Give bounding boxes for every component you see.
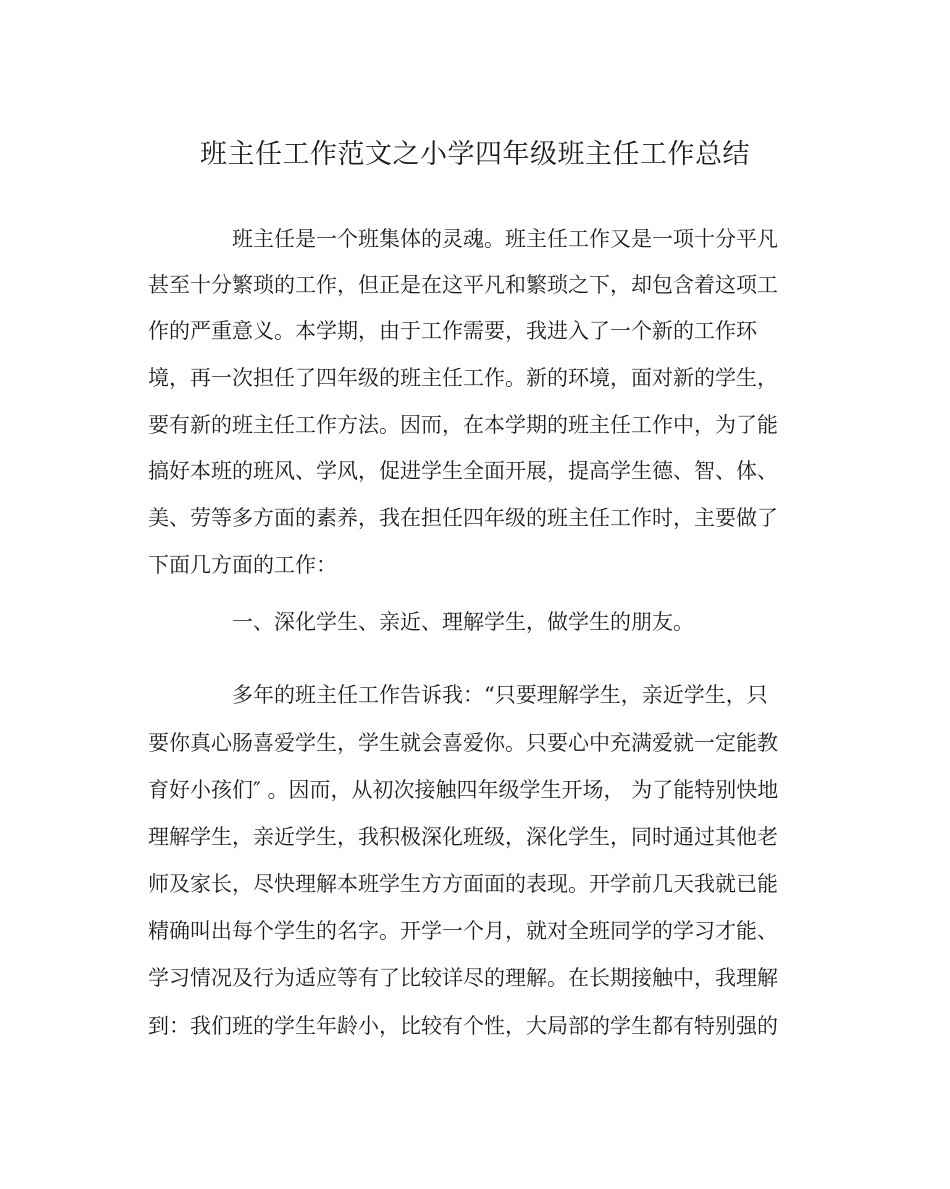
paragraph-line: 多年的班主任工作告诉我：“只要理解学生，亲近学生，只 <box>232 683 768 707</box>
paragraph-line: 境，再一次担任了四年级的班主任工作。新的环境，面对新的学生， <box>148 366 778 390</box>
paragraph-line: 作的严重意义。本学期，由于工作需要，我进入了一个新的工作环 <box>148 319 757 343</box>
paragraph-line: 师及家长，尽快理解本班学生方方面面的表现。开学前几天我就已能 <box>148 872 778 896</box>
paragraph-line: 理解学生，亲近学生，我积极深化班级，深化学生，同时通过其他老 <box>148 825 778 849</box>
section-heading: 一、深化学生、亲近、理解学生，做学生的朋友。 <box>232 610 694 634</box>
paragraph-line: 美、劳等多方面的素养，我在担任四年级的班主任工作时，主要做了 <box>148 506 778 530</box>
paragraph-line: 要你真心肠喜爱学生，学生就会喜爱你。只要心中充满爱就一定能教 <box>148 731 778 755</box>
paragraph-line: 甚至十分繁琐的工作，但正是在这平凡和繁琐之下，却包含着这项工 <box>148 273 778 297</box>
paragraph-line: 搞好本班的班风、学风，促进学生全面开展，提高学生德、智、体、 <box>148 459 778 483</box>
document-title: 班主任工作范文之小学四年级班主任工作总结 <box>200 139 750 170</box>
paragraph-line: 下面几方面的工作： <box>148 553 337 577</box>
paragraph-line: 要有新的班主任工作方法。因而，在本学期的班主任工作中，为了能 <box>148 413 778 437</box>
paragraph-line: 到：我们班的学生年龄小，比较有个性，大局部的学生都有特别强的 <box>148 1014 778 1038</box>
paragraph-line: 学习情况及行为适应等有了比较详尽的理解。在长期接触中，我理解 <box>148 966 778 990</box>
paragraph-line: 精确叫出每个学生的名字。开学一个月，就对全班同学的学习才能、 <box>148 919 778 943</box>
paragraph-line: 育好小孩们″ 。因而，从初次接触四年级学生开场， 为了能特别快地 <box>148 778 779 802</box>
paragraph-line: 班主任是一个班集体的灵魂。班主任工作又是一项十分平凡 <box>232 227 778 251</box>
